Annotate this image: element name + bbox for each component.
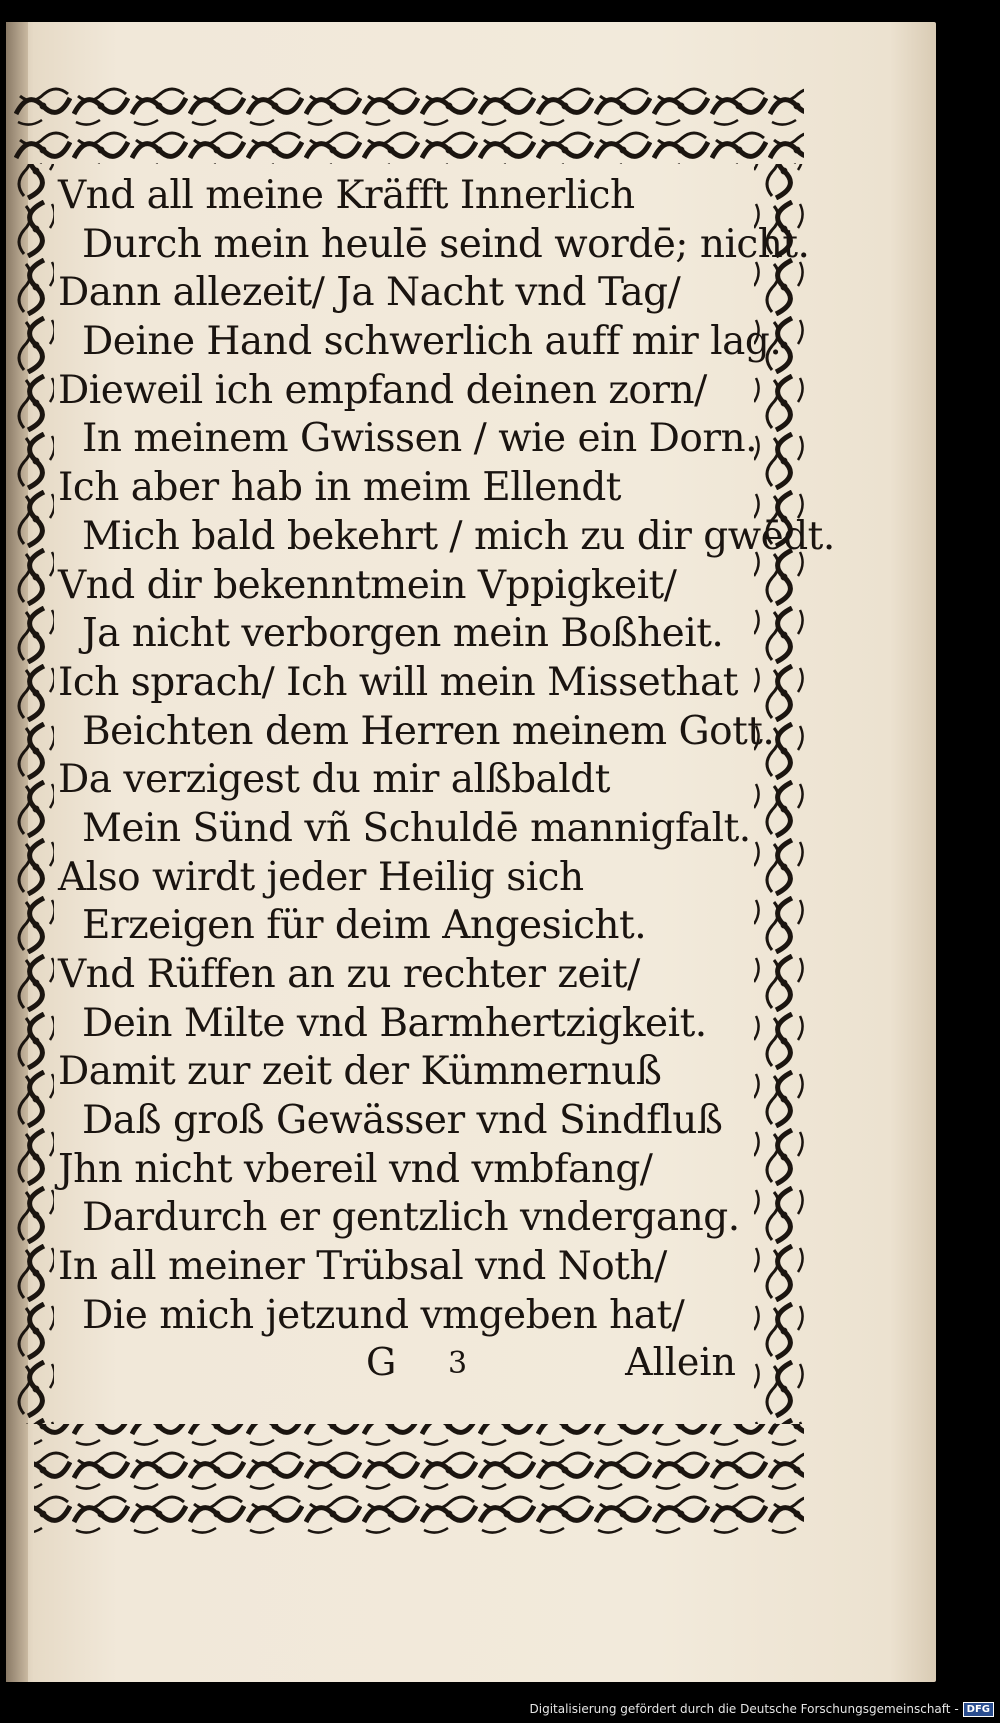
poem-line: Deine Hand schwerlich auff mir lag. [82, 319, 782, 365]
poem-line: Damit zur zeit der Kümmernuß [58, 1049, 662, 1095]
poem-line: Daß groß Gewässer vnd Sindfluß [82, 1098, 723, 1144]
poem-line: Vnd Rüffen an zu rechter zeit/ [58, 952, 640, 997]
poem-line: Mich bald bekehrt / mich zu dir gwēdt. [82, 513, 835, 559]
poem-line: Dardurch er gentzlich vndergang. [82, 1195, 740, 1241]
catchword: Allein [625, 1340, 736, 1384]
signature-mark: G [366, 1340, 397, 1384]
credit-text: Digitalisierung gefördert durch die Deutsche Forschungsgemeinschaft - [529, 1702, 959, 1716]
poem-line: Also wirdt jeder Heilig sich [58, 854, 584, 900]
poem-line: Dann allezeit/ Ja Nacht vnd Tag/ [58, 270, 681, 316]
poem-line: In all meiner Trübsal vnd Noth/ [58, 1244, 667, 1290]
poem-line: Dein Milte vnd Barmhertzigkeit. [82, 1000, 707, 1046]
poem-line: Ich aber hab in meim Ellendt [58, 465, 621, 511]
poem-line: Durch mein heulē seind wordē; nicht. [82, 221, 810, 267]
poem-line: Ich sprach/ Ich will mein Missethat [58, 659, 738, 705]
poem-line: Ja nicht verborgen mein Boßheit. [82, 611, 724, 657]
poem-line: Vnd all meine Kräfft Innerlich [58, 173, 635, 218]
poem-line: Erzeigen für deim Angesicht. [82, 903, 647, 949]
poem-line: Jhn nicht vbereil vnd vmbfang/ [58, 1146, 653, 1192]
signature-number: 3 [448, 1346, 468, 1381]
poem-line: Beichten dem Herren meinem Gott. [82, 708, 775, 754]
poem-line: In meinem Gwissen / wie ein Dorn. [82, 416, 758, 462]
poem-line: Da verzigest du mir alßbaldt [58, 757, 610, 803]
poem-line: Mein Sünd vñ Schuldē mannigfalt. [82, 805, 751, 851]
poem-text [58, 172, 835, 1341]
poem-line: Dieweil ich empfand deinen zorn/ [58, 367, 707, 413]
digitization-credit [530, 1699, 995, 1719]
page-footer [366, 1340, 736, 1390]
book-page [6, 22, 936, 1682]
dfg-logo: DFG [963, 1702, 994, 1717]
poem-line: Die mich jetzund vmgeben hat/ [82, 1292, 685, 1338]
poem-line: Vnd dir bekenntmein Vppigkeit/ [58, 562, 677, 608]
